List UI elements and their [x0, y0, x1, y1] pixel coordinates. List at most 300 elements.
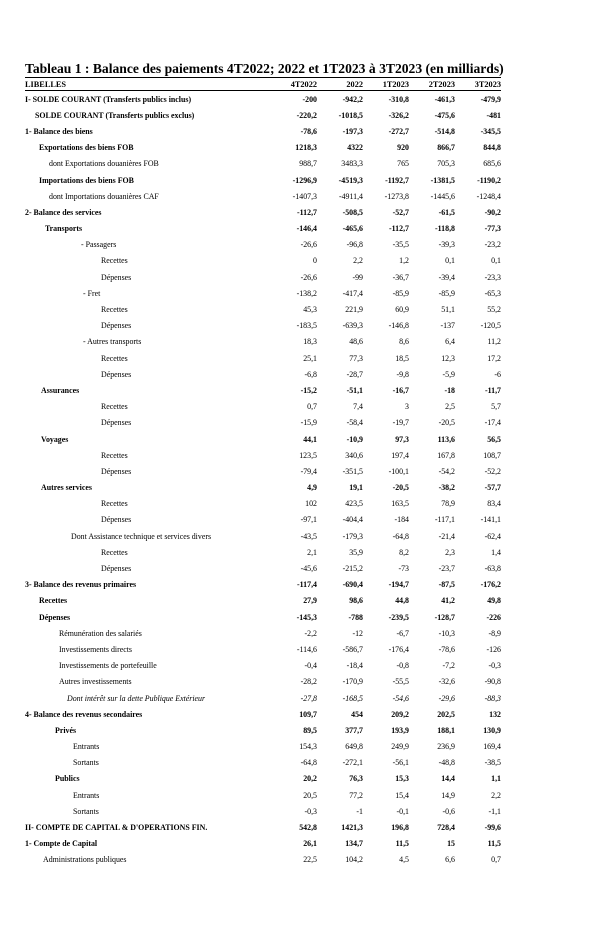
row-value: -1381,5	[430, 175, 455, 185]
row-value: 11,2	[487, 337, 501, 347]
row-value: -4911,4	[338, 191, 363, 201]
row-value: -1192,7	[385, 175, 409, 185]
table-row	[25, 91, 501, 108]
row-value: -120,5	[480, 321, 501, 331]
table-row	[25, 641, 501, 657]
row-value: 3	[405, 402, 409, 412]
table-title: Tableau 1 : Balance des paiements 4T2022; 2022 et 1T2023 à 3T2023 (en milliards)	[25, 61, 504, 76]
document-page	[25, 60, 504, 868]
row-label: - Passagers	[81, 240, 117, 250]
column-header-libelles: LIBELLES	[25, 78, 271, 91]
row-value: -35,5	[392, 240, 409, 250]
row-label: 1- Balance des biens	[25, 126, 93, 136]
row-value: -146,4	[296, 224, 317, 234]
row-value: -99	[352, 272, 363, 282]
row-value: -6,7	[396, 628, 409, 638]
row-value: 113,6	[437, 434, 455, 444]
row-value: 97,3	[395, 434, 409, 444]
table-row	[25, 285, 501, 301]
table-row	[25, 787, 501, 803]
row-value: 1,4	[491, 547, 501, 557]
row-value: 454	[351, 709, 363, 719]
row-label: Assurances	[41, 385, 80, 395]
row-value: 196,8	[391, 823, 409, 833]
row-label: Recettes	[101, 450, 128, 460]
row-value: 2,2	[491, 790, 501, 800]
row-value: -0,3	[488, 661, 501, 671]
row-value: 51,1	[441, 305, 455, 315]
row-value: 169,4	[483, 742, 501, 752]
table-row	[25, 366, 501, 382]
row-value: -272,1	[342, 758, 363, 768]
row-value: 15,4	[395, 790, 409, 800]
row-value: 56,5	[487, 434, 501, 444]
table-row	[25, 107, 501, 123]
row-value: -28,7	[346, 369, 363, 379]
row-value: -54,6	[392, 693, 409, 703]
row-label: Dont intérêt sur la dette Publique Extérieur	[67, 693, 206, 703]
row-value: -26,6	[300, 240, 317, 250]
table-header-row	[25, 78, 501, 91]
row-value: -1445,6	[430, 191, 455, 201]
row-label: Investissements de portefeuille	[59, 661, 157, 671]
row-value: -1296,9	[292, 175, 317, 185]
table-row	[25, 674, 501, 690]
table-row	[25, 560, 501, 576]
row-label: Recettes	[101, 402, 128, 412]
row-value: -117,4	[297, 580, 317, 590]
row-value: -586,7	[342, 644, 363, 654]
row-value: -0,1	[396, 806, 409, 816]
row-value: 685,6	[483, 159, 501, 169]
row-label: Recettes	[39, 596, 68, 606]
row-value: 48,6	[349, 337, 363, 347]
row-label: Rémunération des salariés	[59, 628, 142, 638]
row-value: -26,6	[300, 272, 317, 282]
row-value: 83,4	[487, 499, 501, 509]
row-value: 0,7	[307, 402, 317, 412]
row-value: -4519,3	[338, 175, 363, 185]
row-value: 102	[305, 499, 317, 509]
row-value: -16,7	[392, 385, 409, 395]
row-value: 236,9	[437, 742, 455, 752]
row-value: -114,6	[296, 644, 317, 654]
table-row	[25, 123, 501, 139]
row-value: -23,3	[484, 272, 501, 282]
row-label: Transports	[45, 224, 83, 234]
row-value: -62,4	[484, 531, 501, 541]
table-row	[25, 625, 501, 641]
row-value: -15,9	[300, 418, 317, 428]
table-row	[25, 658, 501, 674]
row-label: Dépenses	[101, 321, 132, 331]
row-value: -1,1	[488, 806, 501, 816]
row-value: -138,2	[296, 288, 317, 298]
row-value: -194,7	[388, 580, 409, 590]
row-value: -118,8	[435, 224, 455, 234]
balance-table	[25, 77, 501, 868]
row-value: -90,2	[484, 207, 501, 217]
table-row	[25, 237, 501, 253]
table-row	[25, 771, 501, 787]
row-label: Recettes	[101, 353, 128, 363]
row-value: -481	[486, 110, 501, 120]
table-row	[25, 140, 501, 156]
row-value: -5,9	[442, 369, 455, 379]
row-value: -200	[302, 94, 317, 104]
row-value: 202,5	[437, 709, 455, 719]
row-value: -126	[486, 644, 501, 654]
table-row	[25, 593, 501, 609]
table-row	[25, 480, 501, 496]
row-value: -18	[444, 385, 455, 395]
row-value: 249,9	[391, 742, 409, 752]
row-value: 76,3	[349, 774, 363, 784]
row-value: -1	[356, 806, 363, 816]
row-label: - Autres transports	[83, 337, 142, 347]
row-value: -1190,2	[477, 175, 501, 185]
row-value: -6,8	[304, 369, 317, 379]
row-value: 542,8	[299, 823, 317, 833]
row-value: 154,3	[299, 742, 317, 752]
row-value: -179,3	[342, 531, 363, 541]
row-value: 2,3	[445, 547, 455, 557]
row-value: -85,9	[438, 288, 455, 298]
row-label: SOLDE COURANT (Transferts publics exclus)	[35, 110, 195, 120]
row-label: 4- Balance des revenus secondaires	[25, 709, 143, 719]
row-label: Autres services	[41, 483, 92, 493]
row-value: 108,7	[483, 450, 501, 460]
row-label: - Fret	[83, 288, 101, 298]
row-value: 20,2	[303, 774, 317, 784]
table-body	[25, 91, 501, 869]
table-row	[25, 739, 501, 755]
table-row	[25, 156, 501, 172]
row-label: 2- Balance des services	[25, 207, 102, 217]
row-value: -58,4	[346, 418, 363, 428]
table-row	[25, 528, 501, 544]
row-label: Recettes	[101, 547, 128, 557]
row-value: 41,2	[441, 596, 455, 606]
table-row	[25, 836, 501, 852]
row-value: 15,3	[395, 774, 409, 784]
row-value: -404,4	[342, 515, 363, 525]
row-value: 25,1	[303, 353, 317, 363]
row-value: 1,1	[491, 774, 501, 784]
row-value: -942,2	[342, 94, 363, 104]
row-value: 221,9	[345, 305, 363, 315]
table-row	[25, 447, 501, 463]
table-row	[25, 399, 501, 415]
row-value: -239,5	[388, 612, 409, 622]
row-value: -639,3	[342, 321, 363, 331]
row-value: 2,5	[445, 402, 455, 412]
row-value: -88,3	[484, 693, 501, 703]
row-value: -27,8	[300, 693, 317, 703]
row-label: dont Exportations douanières FOB	[49, 159, 159, 169]
table-row	[25, 577, 501, 593]
row-value: -176,4	[388, 644, 409, 654]
row-value: 8,2	[399, 547, 409, 557]
row-value: -0,8	[396, 661, 409, 671]
row-value: 123,5	[299, 450, 317, 460]
row-value: 844,8	[483, 143, 501, 153]
row-value: 98,6	[349, 596, 363, 606]
row-value: -15,2	[300, 385, 317, 395]
table-row	[25, 722, 501, 738]
row-value: -52,7	[392, 207, 409, 217]
row-value: 104,2	[345, 855, 363, 865]
row-value: -10,3	[438, 628, 455, 638]
row-value: 130,9	[483, 725, 501, 735]
row-value: -788	[348, 612, 363, 622]
row-value: 340,6	[345, 450, 363, 460]
row-label: Entrants	[73, 742, 100, 752]
row-value: -54,2	[438, 466, 455, 476]
row-value: 1421,3	[341, 823, 363, 833]
row-value: 188,1	[437, 725, 455, 735]
row-value: -128,7	[434, 612, 455, 622]
row-value: 89,5	[303, 725, 317, 735]
row-value: -23,7	[438, 564, 455, 574]
row-value: 4,9	[307, 483, 317, 493]
row-value: -56,1	[392, 758, 409, 768]
table-row	[25, 852, 501, 868]
row-value: 55,2	[487, 305, 501, 315]
row-value: -112,7	[389, 224, 409, 234]
row-value: 4322	[347, 143, 363, 153]
table-row	[25, 819, 501, 835]
row-value: 44,8	[395, 596, 409, 606]
row-value: 11,5	[395, 839, 409, 849]
row-value: -79,4	[300, 466, 317, 476]
row-value: -39,3	[438, 240, 455, 250]
table-row	[25, 609, 501, 625]
table-row	[25, 269, 501, 285]
row-value: -226	[486, 612, 501, 622]
row-value: -112,7	[297, 207, 317, 217]
row-value: 45,3	[303, 305, 317, 315]
table-row	[25, 544, 501, 560]
row-value: 0,1	[491, 256, 501, 266]
table-row	[25, 334, 501, 350]
row-value: 197,4	[391, 450, 409, 460]
row-label: I- SOLDE COURANT (Transferts publics inclus)	[25, 94, 192, 104]
column-header-2022: 2022	[317, 78, 363, 91]
row-value: 377,7	[345, 725, 363, 735]
row-value: -20,5	[392, 483, 409, 493]
row-value: 0	[313, 256, 317, 266]
row-value: -12	[352, 628, 363, 638]
row-value: -29,6	[438, 693, 455, 703]
row-value: -78,6	[438, 644, 455, 654]
column-header-3t2023: 3T2023	[455, 78, 501, 91]
row-label: Importations des biens FOB	[39, 175, 134, 185]
row-value: 7,4	[353, 402, 363, 412]
row-value: 27,9	[303, 596, 317, 606]
row-value: 167,8	[437, 450, 455, 460]
table-row	[25, 690, 501, 706]
row-value: 649,8	[345, 742, 363, 752]
row-value: -117,1	[434, 515, 455, 525]
row-value: -64,8	[392, 531, 409, 541]
row-label: Recettes	[101, 256, 128, 266]
row-value: -77,3	[484, 224, 501, 234]
row-value: 18,5	[395, 353, 409, 363]
row-value: -508,5	[342, 207, 363, 217]
row-value: 728,4	[437, 823, 455, 833]
row-value: -170,9	[342, 677, 363, 687]
row-value: -90,8	[484, 677, 501, 687]
row-label: Dépenses	[101, 369, 132, 379]
row-value: -73	[398, 564, 409, 574]
row-value: 920	[397, 143, 409, 153]
row-label: Dépenses	[101, 564, 132, 574]
row-value: -345,5	[480, 126, 501, 136]
row-value: 44,1	[303, 434, 317, 444]
row-value: -0,3	[304, 806, 317, 816]
row-value: -97,1	[300, 515, 317, 525]
row-value: -0,4	[304, 661, 317, 671]
row-value: -63,8	[484, 564, 501, 574]
row-value: 5,7	[491, 402, 501, 412]
row-label: Dépenses	[101, 272, 132, 282]
table-row	[25, 382, 501, 398]
row-value: -465,6	[342, 224, 363, 234]
row-value: -17,4	[484, 418, 501, 428]
row-value: -417,4	[342, 288, 363, 298]
row-value: -1248,4	[476, 191, 501, 201]
table-row	[25, 350, 501, 366]
row-value: 0,7	[491, 855, 501, 865]
row-value: -141,1	[480, 515, 501, 525]
row-value: -220,2	[296, 110, 317, 120]
row-value: 705,3	[437, 159, 455, 169]
row-label: Sortants	[73, 758, 99, 768]
row-label: Dépenses	[101, 418, 132, 428]
row-value: 163,5	[391, 499, 409, 509]
row-value: 209,2	[391, 709, 409, 719]
row-value: -475,6	[434, 110, 455, 120]
row-value: -38,2	[438, 483, 455, 493]
row-value: -310,8	[388, 94, 409, 104]
row-label: 3- Balance des revenus primaires	[25, 580, 137, 590]
row-label: Exportations des biens FOB	[39, 143, 134, 153]
row-value: -183,5	[296, 321, 317, 331]
row-value: -55,5	[392, 677, 409, 687]
column-header-2t2023: 2T2023	[409, 78, 455, 91]
row-value: -0,6	[442, 806, 455, 816]
row-value: 6,4	[445, 337, 455, 347]
row-value: -65,3	[484, 288, 501, 298]
row-value: -45,6	[300, 564, 317, 574]
row-value: 19,1	[349, 483, 363, 493]
row-value: 18,3	[303, 337, 317, 347]
column-header-1t2023: 1T2023	[363, 78, 409, 91]
row-label: Dépenses	[101, 466, 132, 476]
row-label: Investissements directs	[59, 644, 132, 654]
row-value: 78,9	[441, 499, 455, 509]
row-value: -690,4	[342, 580, 363, 590]
row-value: -99,6	[484, 823, 501, 833]
row-value: 3483,3	[341, 159, 363, 169]
table-row	[25, 755, 501, 771]
row-value: -64,8	[300, 758, 317, 768]
row-value: 14,4	[441, 774, 455, 784]
row-value: -21,4	[438, 531, 455, 541]
row-label: Recettes	[101, 305, 128, 315]
table-row	[25, 415, 501, 431]
row-value: 0,1	[445, 256, 455, 266]
row-value: -36,7	[392, 272, 409, 282]
row-label: Publics	[55, 774, 80, 784]
row-value: 4,5	[399, 855, 409, 865]
row-value: -461,3	[434, 94, 455, 104]
row-label: II- COMPTE DE CAPITAL & D'OPERATIONS FIN.	[25, 823, 208, 833]
table-row	[25, 221, 501, 237]
row-label: Voyages	[41, 434, 69, 444]
row-value: -197,3	[342, 126, 363, 136]
row-value: 132	[489, 709, 501, 719]
row-value: 866,7	[437, 143, 455, 153]
row-label: Privés	[55, 725, 77, 735]
row-label: Dont Assistance technique et services divers	[71, 531, 212, 541]
row-value: 17,2	[487, 353, 501, 363]
table-row	[25, 172, 501, 188]
row-value: 109,7	[299, 709, 317, 719]
row-value: -87,5	[438, 580, 455, 590]
row-value: -1018,5	[338, 110, 363, 120]
row-value: -38,5	[484, 758, 501, 768]
row-value: -57,7	[484, 483, 501, 493]
row-value: -351,5	[342, 466, 363, 476]
row-value: -479,9	[480, 94, 501, 104]
row-value: 22,5	[303, 855, 317, 865]
row-value: -85,9	[392, 288, 409, 298]
table-row	[25, 204, 501, 220]
row-value: 2,2	[353, 256, 363, 266]
table-row	[25, 188, 501, 204]
table-row	[25, 803, 501, 819]
row-value: -10,9	[346, 434, 363, 444]
row-value: -184	[394, 515, 409, 525]
row-value: 1,2	[399, 256, 409, 266]
row-value: -20,5	[438, 418, 455, 428]
row-value: -96,8	[346, 240, 363, 250]
row-value: -6	[494, 369, 501, 379]
row-label: Sortants	[73, 806, 99, 816]
row-label: dont Importations douanières CAF	[49, 191, 159, 201]
row-value: 60,9	[395, 305, 409, 315]
row-value: -137	[440, 321, 455, 331]
row-value: 193,9	[391, 725, 409, 735]
row-value: -39,4	[438, 272, 455, 282]
row-value: -61,5	[438, 207, 455, 217]
row-value: -23,2	[484, 240, 501, 250]
row-value: -43,5	[300, 531, 317, 541]
row-label: Administrations publiques	[43, 855, 127, 865]
row-value: -145,3	[296, 612, 317, 622]
row-label: Dépenses	[39, 612, 71, 622]
row-value: -32,6	[438, 677, 455, 687]
row-value: -1273,8	[384, 191, 409, 201]
row-value: 20,5	[303, 790, 317, 800]
row-value: -272,7	[388, 126, 409, 136]
row-value: -514,8	[434, 126, 455, 136]
row-label: Recettes	[101, 499, 128, 509]
row-value: -2,2	[304, 628, 317, 638]
row-value: -8,9	[488, 628, 501, 638]
